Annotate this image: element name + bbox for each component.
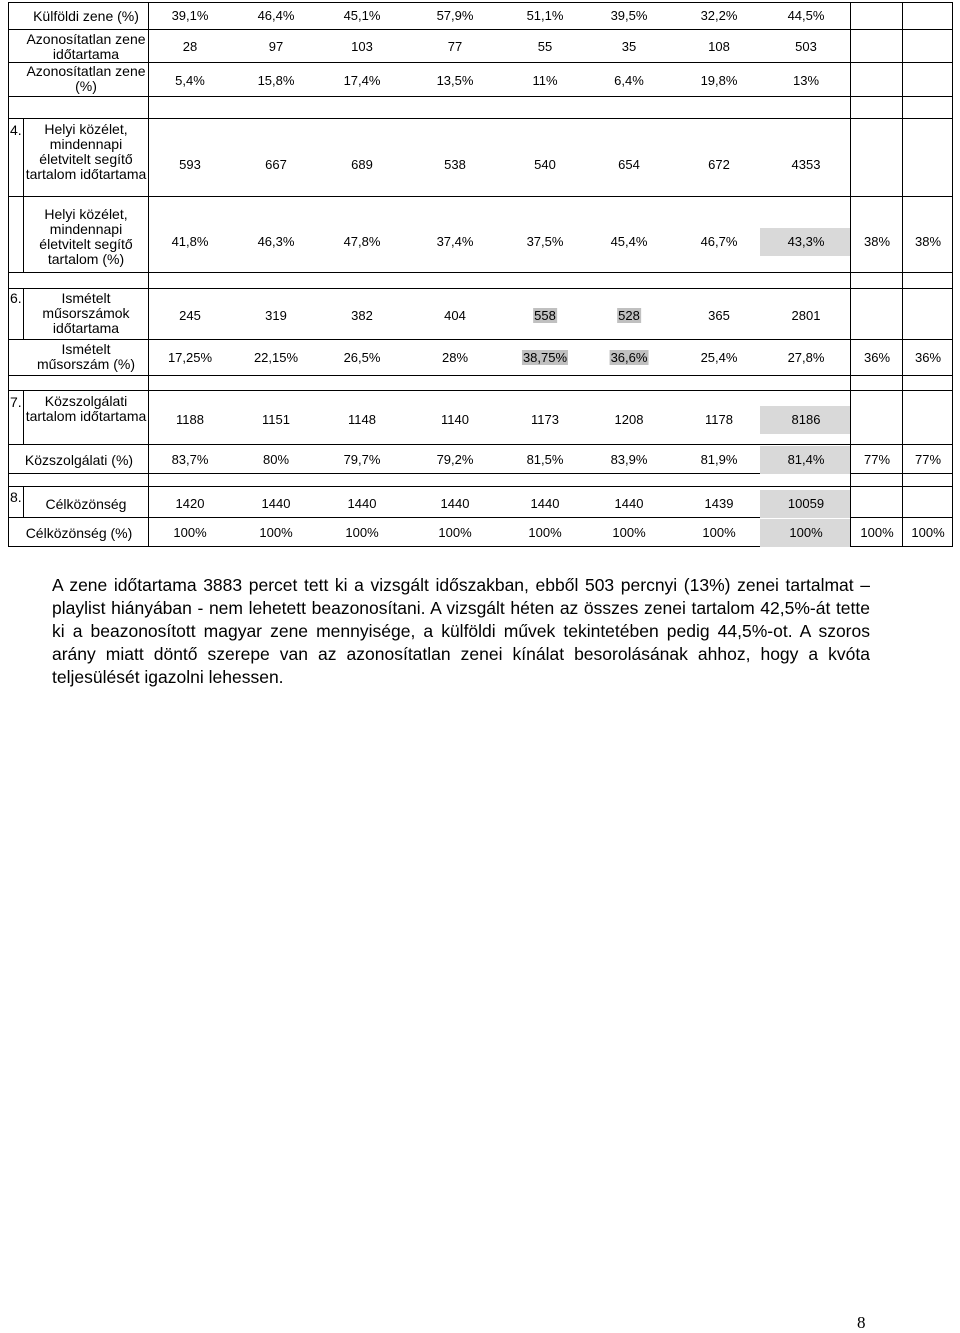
table-cell: 100%	[702, 525, 736, 540]
row-label: Azonosítatlan zene időtartama	[26, 31, 146, 62]
grid-line	[8, 196, 952, 197]
table-cell: 77%	[863, 452, 891, 467]
row-label: Célközönség	[45, 496, 127, 512]
table-cell: 100%	[789, 525, 823, 540]
table-cell: 2801	[791, 308, 821, 323]
table-cell: 17,4%	[343, 73, 381, 88]
table-cell: 32,2%	[700, 8, 738, 23]
table-cell: 1208	[614, 412, 644, 427]
row-label: Külföldi zene (%)	[33, 8, 139, 24]
grid-line	[8, 118, 952, 119]
row-label: Helyi közélet, mindennapi életvitelt segítő tartalom (%)	[39, 206, 133, 267]
table-cell: 100%	[612, 525, 646, 540]
table-cell: 28%	[441, 350, 469, 365]
table-cell: 79,2%	[436, 452, 474, 467]
grid-line	[902, 2, 903, 547]
table-cell: 100%	[345, 525, 379, 540]
table-cell: 319	[265, 308, 287, 323]
table-cell: 36%	[914, 350, 942, 365]
table-cell: 108	[708, 39, 730, 54]
table-cell: 13%	[792, 73, 820, 88]
table-cell: 1440	[530, 496, 560, 511]
table-cell: 77%	[914, 452, 942, 467]
group-number: 4.	[10, 122, 22, 138]
table-cell: 25,4%	[700, 350, 738, 365]
row-label: Azonosítatlan zene (%)	[26, 63, 146, 94]
group-number: 7.	[10, 394, 22, 410]
table-cell: 1173	[531, 412, 559, 427]
table-cell: 36%	[863, 350, 891, 365]
table-cell: 593	[179, 157, 201, 172]
table-cell: 4353	[791, 157, 821, 172]
table-cell: 37,4%	[436, 234, 474, 249]
table-cell: 1178	[705, 412, 733, 427]
page-number: 8	[857, 1313, 866, 1332]
table-cell: 1440	[614, 496, 644, 511]
table-cell: 100%	[528, 525, 562, 540]
table-cell: 100%	[438, 525, 472, 540]
grid-line	[8, 2, 952, 3]
table-cell: 538	[444, 157, 466, 172]
table-cell: 100%	[259, 525, 293, 540]
grid-line	[8, 339, 952, 340]
body-paragraph: A zene időtartama 3883 percet tett ki a vizsgált időszakban, ebből 503 percnyi (13%) zenei tartalmat – playlist hiányában - nem lehetett beazonosítani. A vizsgált héten az összes zenei tartalom 42,5%-át tette ki a beazonosított magyar zene mennyisége, a külföldi művek tekintetében pedig 44,5%-ot. A szoros arány miatt döntő szerepe van az azonosítatlan zenei kínálat besorolásának ahhoz, hogy a kvóta teljesülését igazolni lehessen.	[52, 575, 870, 687]
grid-line	[8, 2, 9, 547]
grid-line	[8, 62, 952, 63]
table-cell: 97	[268, 39, 284, 54]
table-cell: 689	[351, 157, 373, 172]
table-cell: 37,5%	[526, 234, 564, 249]
table-cell: 83,7%	[171, 452, 209, 467]
table-cell: 13,5%	[436, 73, 474, 88]
table-cell: 404	[444, 308, 466, 323]
table-cell: 44,5%	[787, 8, 825, 23]
grid-line	[8, 486, 952, 487]
table-cell: 558	[534, 308, 556, 323]
table-cell: 81,4%	[787, 452, 825, 467]
table-cell: 57,9%	[436, 8, 474, 23]
grid-line	[8, 390, 952, 391]
table-cell: 667	[265, 157, 287, 172]
table-cell: 1148	[348, 412, 376, 427]
grid-line	[850, 2, 851, 547]
table-cell: 245	[179, 308, 201, 323]
grid-line	[952, 2, 953, 547]
table-cell: 22,15%	[253, 350, 299, 365]
table-cell: 51,1%	[526, 8, 564, 23]
group-number: 6.	[10, 290, 22, 306]
table-cell: 83,9%	[610, 452, 648, 467]
table-cell: 1188	[176, 412, 204, 427]
table-cell: 39,5%	[610, 8, 648, 23]
table-cell: 19,8%	[700, 73, 738, 88]
table-cell: 45,1%	[343, 8, 381, 23]
row-label: Ismételt műsorszámok időtartama	[42, 290, 130, 336]
table-cell: 100%	[911, 525, 945, 540]
table-cell: 35	[621, 39, 637, 54]
table-cell: 103	[351, 39, 373, 54]
group-number: 8.	[10, 489, 22, 505]
grid-line	[8, 96, 952, 97]
table-cell: 365	[708, 308, 730, 323]
grid-line	[8, 288, 952, 289]
table-cell: 1440	[440, 496, 470, 511]
table-cell: 41,8%	[171, 234, 209, 249]
table-cell: 11%	[532, 73, 558, 88]
table-cell: 46,3%	[257, 234, 295, 249]
table-cell: 100%	[173, 525, 207, 540]
table-cell: 55	[537, 39, 553, 54]
grid-line	[8, 444, 952, 445]
table-cell: 27,8%	[787, 350, 825, 365]
table-cell: 46,4%	[257, 8, 295, 23]
table-cell: 1439	[704, 496, 734, 511]
table-cell: 100%	[860, 525, 894, 540]
table-cell: 503	[795, 39, 817, 54]
table-cell: 28	[182, 39, 198, 54]
table-cell: 46,7%	[700, 234, 738, 249]
table-cell: 81,9%	[700, 452, 738, 467]
table-cell: 672	[708, 157, 730, 172]
table-cell: 6,4%	[614, 73, 644, 88]
table-cell: 1151	[262, 412, 290, 427]
row-label: Ismételt műsorszám (%)	[36, 341, 135, 372]
table-cell: 43,3%	[787, 234, 825, 249]
table-cell: 36,6%	[610, 350, 648, 365]
grid-line	[148, 2, 149, 547]
table-cell: 38%	[863, 234, 891, 249]
row-label: Helyi közélet, mindennapi életvitelt segítő tartalom időtartama	[25, 121, 147, 182]
table-cell: 39,1%	[171, 8, 209, 23]
table-cell: 45,4%	[610, 234, 648, 249]
row-label: Közszolgálati (%)	[24, 452, 134, 468]
table-cell: 528	[618, 308, 640, 323]
row-label: Közszolgálati tartalom időtartama	[25, 393, 147, 424]
table-cell: 77	[447, 39, 463, 54]
table-cell: 1420	[175, 496, 205, 511]
table-cell: 15,8%	[257, 73, 295, 88]
table-cell: 654	[618, 157, 640, 172]
table-cell: 1440	[347, 496, 377, 511]
table-cell: 26,5%	[343, 350, 381, 365]
table-cell: 1440	[261, 496, 291, 511]
table-cell: 80%	[262, 452, 290, 467]
table-cell: 81,5%	[526, 452, 564, 467]
grid-line	[8, 272, 952, 273]
table-cell: 382	[351, 308, 373, 323]
table-cell: 1140	[441, 412, 469, 427]
table-cell: 10059	[787, 496, 825, 511]
table-cell: 8186	[791, 412, 821, 427]
row-label: Célközönség (%)	[25, 525, 133, 541]
table-cell: 47,8%	[343, 234, 381, 249]
table-cell: 5,4%	[175, 73, 205, 88]
table-cell: 38,75%	[522, 350, 568, 365]
table-cell: 38%	[914, 234, 942, 249]
grid-line	[8, 29, 952, 30]
grid-line	[8, 375, 952, 376]
table-cell: 79,7%	[343, 452, 381, 467]
table-cell: 540	[534, 157, 556, 172]
table-cell: 17,25%	[167, 350, 213, 365]
